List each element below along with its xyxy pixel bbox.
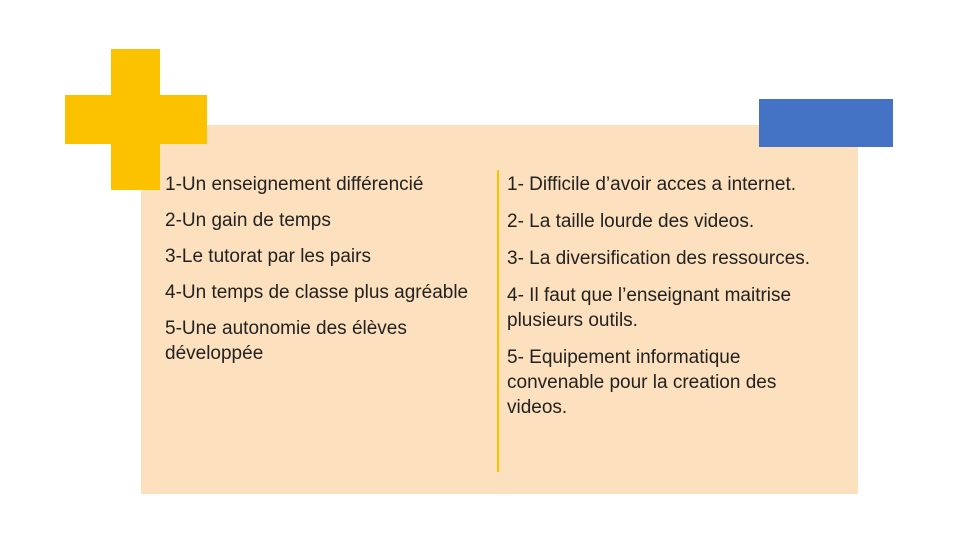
disadvantage-item: 3- La diversification des ressources.	[507, 248, 811, 269]
disadvantage-item: 4- Il faut que l’enseignant maitrise plusieurs outils.	[507, 285, 792, 331]
advantage-item: 3-Le tutorat par les pairs	[165, 246, 371, 267]
advantage-item: 2-Un gain de temps	[165, 210, 331, 231]
disadvantage-item: 5- Equipement informatique convenable pour la creation des videos.	[507, 347, 777, 418]
blue-accent-block	[759, 99, 893, 147]
advantage-item: 1-Un enseignement différencié	[165, 174, 424, 195]
plus-shape-horizontal-bar	[65, 95, 207, 144]
disadvantages-list	[507, 172, 837, 432]
advantage-item: 5-Une autonomie des élèves développée	[165, 318, 407, 364]
advantages-list	[165, 172, 485, 377]
disadvantage-item: 1- Difficile d’avoir acces a internet.	[507, 174, 796, 195]
disadvantage-item: 2- La taille lourde des videos.	[507, 211, 755, 232]
column-divider	[497, 170, 499, 472]
advantage-item: 4-Un temps de classe plus agréable	[165, 282, 469, 303]
